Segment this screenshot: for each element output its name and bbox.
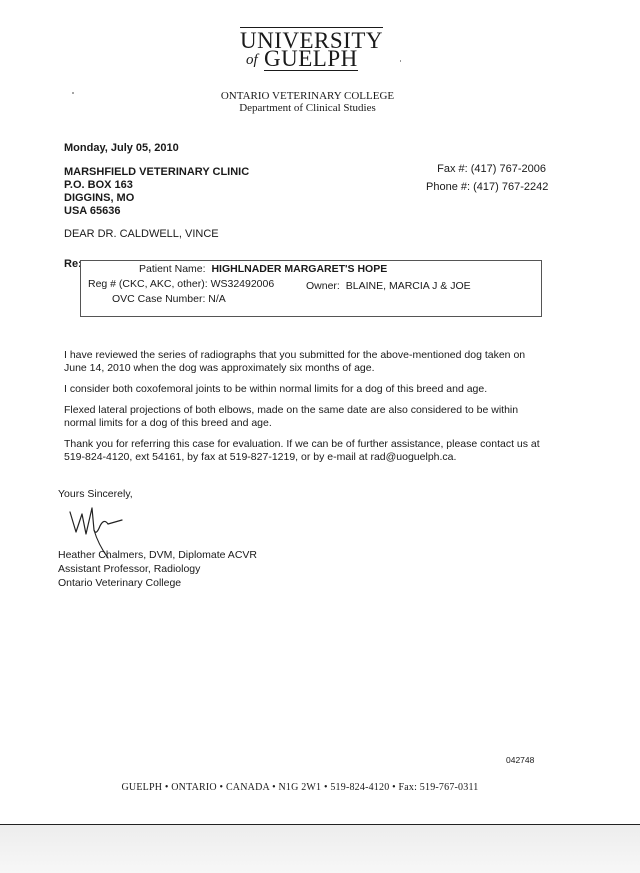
letter-date: Monday, July 05, 2010	[64, 142, 179, 154]
contact-block	[426, 163, 549, 194]
owner-value: BLAINE, MARCIA J & JOE	[345, 280, 471, 292]
document-number: 042748	[506, 755, 535, 765]
college-header	[0, 90, 615, 114]
logo-guelph-text: GUELPH	[264, 46, 358, 71]
scan-speck	[400, 60, 401, 62]
paragraph-1-line-2: June 14, 2010 when the dog was approximately six months of age.	[64, 362, 375, 374]
patient-row	[139, 263, 387, 276]
phone-number: (417) 767-2242	[473, 181, 549, 193]
reg-label: Reg # (CKC, AKC, other):	[88, 278, 208, 290]
fax-number: (417) 767-2006	[470, 163, 546, 175]
signatory-title: Assistant Professor, Radiology	[58, 563, 201, 575]
recipient-line-3: DIGGINS, MO	[64, 192, 135, 204]
fax-label: Fax #:	[437, 163, 468, 175]
paragraph-2: I consider both coxofemoral joints to be within normal limits for a dog of this breed and age.	[64, 383, 488, 395]
phone-label: Phone #:	[426, 181, 471, 193]
reg-value: WS32492006	[210, 278, 275, 290]
patient-name-value: HIGHLNADER MARGARET'S HOPE	[211, 263, 388, 275]
signatory-institution: Ontario Veterinary College	[58, 577, 182, 589]
paragraph-1-line-1: I have reviewed the series of radiographs that you submitted for the above-mentioned dog taken on	[64, 349, 526, 361]
university-logo	[234, 28, 384, 76]
owner-row	[306, 280, 471, 293]
letterhead-footer: GUELPH • ONTARIO • CANADA • N1G 2W1 • 519-824-4120 • Fax: 519-767-0311	[121, 782, 479, 793]
salutation: DEAR DR. CALDWELL, VINCE	[64, 228, 219, 240]
paragraph-3-line-1: Flexed lateral projections of both elbows, made on the same date are also considered to be within	[64, 404, 519, 416]
reg-row	[88, 278, 274, 291]
college-name: ONTARIO VETERINARY COLLEGE	[220, 90, 395, 102]
logo-university-text: UNIVERSITY	[240, 28, 383, 53]
paragraph-4-line-2: 519-824-4120, ext 54161, by fax at 519-827-1219, or by e-mail at rad@uoguelph.ca.	[64, 451, 457, 463]
scan-speck	[72, 92, 74, 94]
recipient-line-1: MARSHFIELD VETERINARY CLINIC	[64, 166, 250, 178]
signatory-name: Heather Chalmers, DVM, Diplomate ACVR	[58, 549, 257, 561]
patient-name-label: Patient Name:	[139, 263, 206, 275]
ovc-case-label: OVC Case Number:	[112, 293, 206, 305]
closing: Yours Sincerely,	[58, 488, 133, 500]
paragraph-4-line-1: Thank you for referring this case for evaluation. If we can be of further assistance, please contact us at	[64, 438, 540, 450]
recipient-address	[64, 166, 249, 218]
re-label: Re:	[64, 258, 82, 270]
signatory-block	[58, 548, 257, 590]
recipient-line-4: USA 65636	[64, 205, 121, 217]
owner-label: Owner:	[306, 280, 340, 292]
recipient-line-2: P.O. BOX 163	[64, 179, 133, 191]
paragraph-3-line-2: normal limits for a dog of this breed and age.	[64, 417, 272, 429]
ovc-row	[112, 293, 226, 306]
logo-of-text: of	[246, 52, 258, 68]
department-name: Department of Clinical Studies	[239, 102, 376, 114]
letter-body	[64, 349, 554, 464]
scan-margin	[0, 825, 640, 873]
ovc-case-value: N/A	[208, 293, 226, 305]
